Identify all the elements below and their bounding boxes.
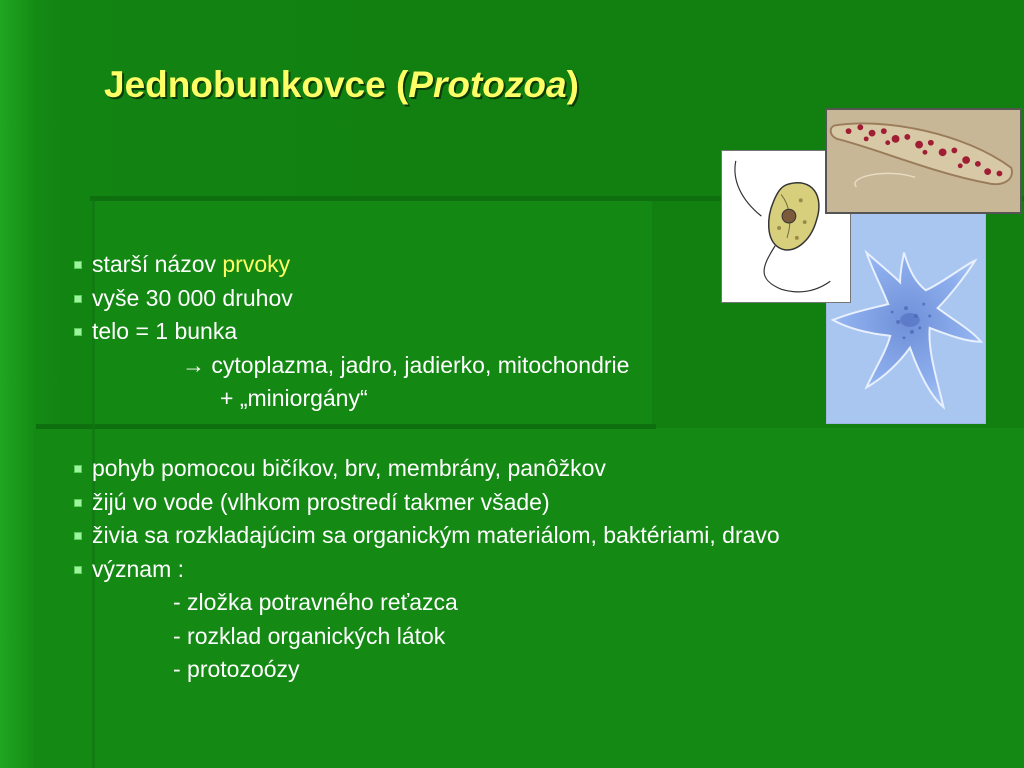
- title-italic-text: Protozoa: [408, 64, 567, 105]
- list-subitem: [72, 653, 780, 687]
- title-text: Jednobunkovce (: [104, 64, 409, 105]
- list-item-text: - zložka potravného reťazca: [173, 589, 458, 615]
- bullet-list-basic: [72, 248, 629, 416]
- list-item: [72, 519, 780, 553]
- list-item-text: - protozoózy: [173, 656, 300, 682]
- list-item: [72, 282, 629, 316]
- list-item: [72, 486, 780, 520]
- list-item: [72, 553, 780, 587]
- list-subitem: [72, 620, 780, 654]
- paramecium-image: [825, 108, 1022, 214]
- list-item-text: - rozklad organických látok: [173, 622, 446, 649]
- list-item-text: telo = 1 bunka: [92, 318, 238, 344]
- list-item-text: žijú vo vode (vlhkom prostredí takmer všade): [92, 488, 550, 515]
- bullet-list-details: [72, 452, 780, 687]
- list-item: [72, 248, 629, 282]
- slide-title: [104, 64, 579, 106]
- list-subitem: [72, 382, 629, 416]
- list-subitem: [72, 349, 629, 383]
- list-item-text: starší názov: [92, 251, 223, 277]
- list-item: [72, 315, 629, 349]
- list-item-text: + „miniorgány“: [220, 385, 368, 411]
- list-item-text: pohyb pomocou bičíkov, brv, membrány, panôžkov: [92, 455, 606, 481]
- list-item-text: vyše 30 000 druhov: [92, 284, 293, 311]
- list-item-text: živia sa rozkladajúcim sa organickým materiálom, baktériami, dravo: [92, 522, 780, 548]
- highlight-term: prvoky: [222, 251, 291, 277]
- list-item-text: význam :: [92, 555, 185, 582]
- paramecium-icon: [827, 110, 1020, 212]
- list-subitem: [72, 586, 780, 620]
- middle-divider-band: [36, 424, 656, 429]
- list-item: [72, 452, 780, 486]
- left-edge-gradient: [0, 0, 36, 768]
- title-closing: ): [566, 64, 579, 105]
- list-item-text: → cytoplazma, jadro, jadierko, mitochondrie: [182, 351, 630, 378]
